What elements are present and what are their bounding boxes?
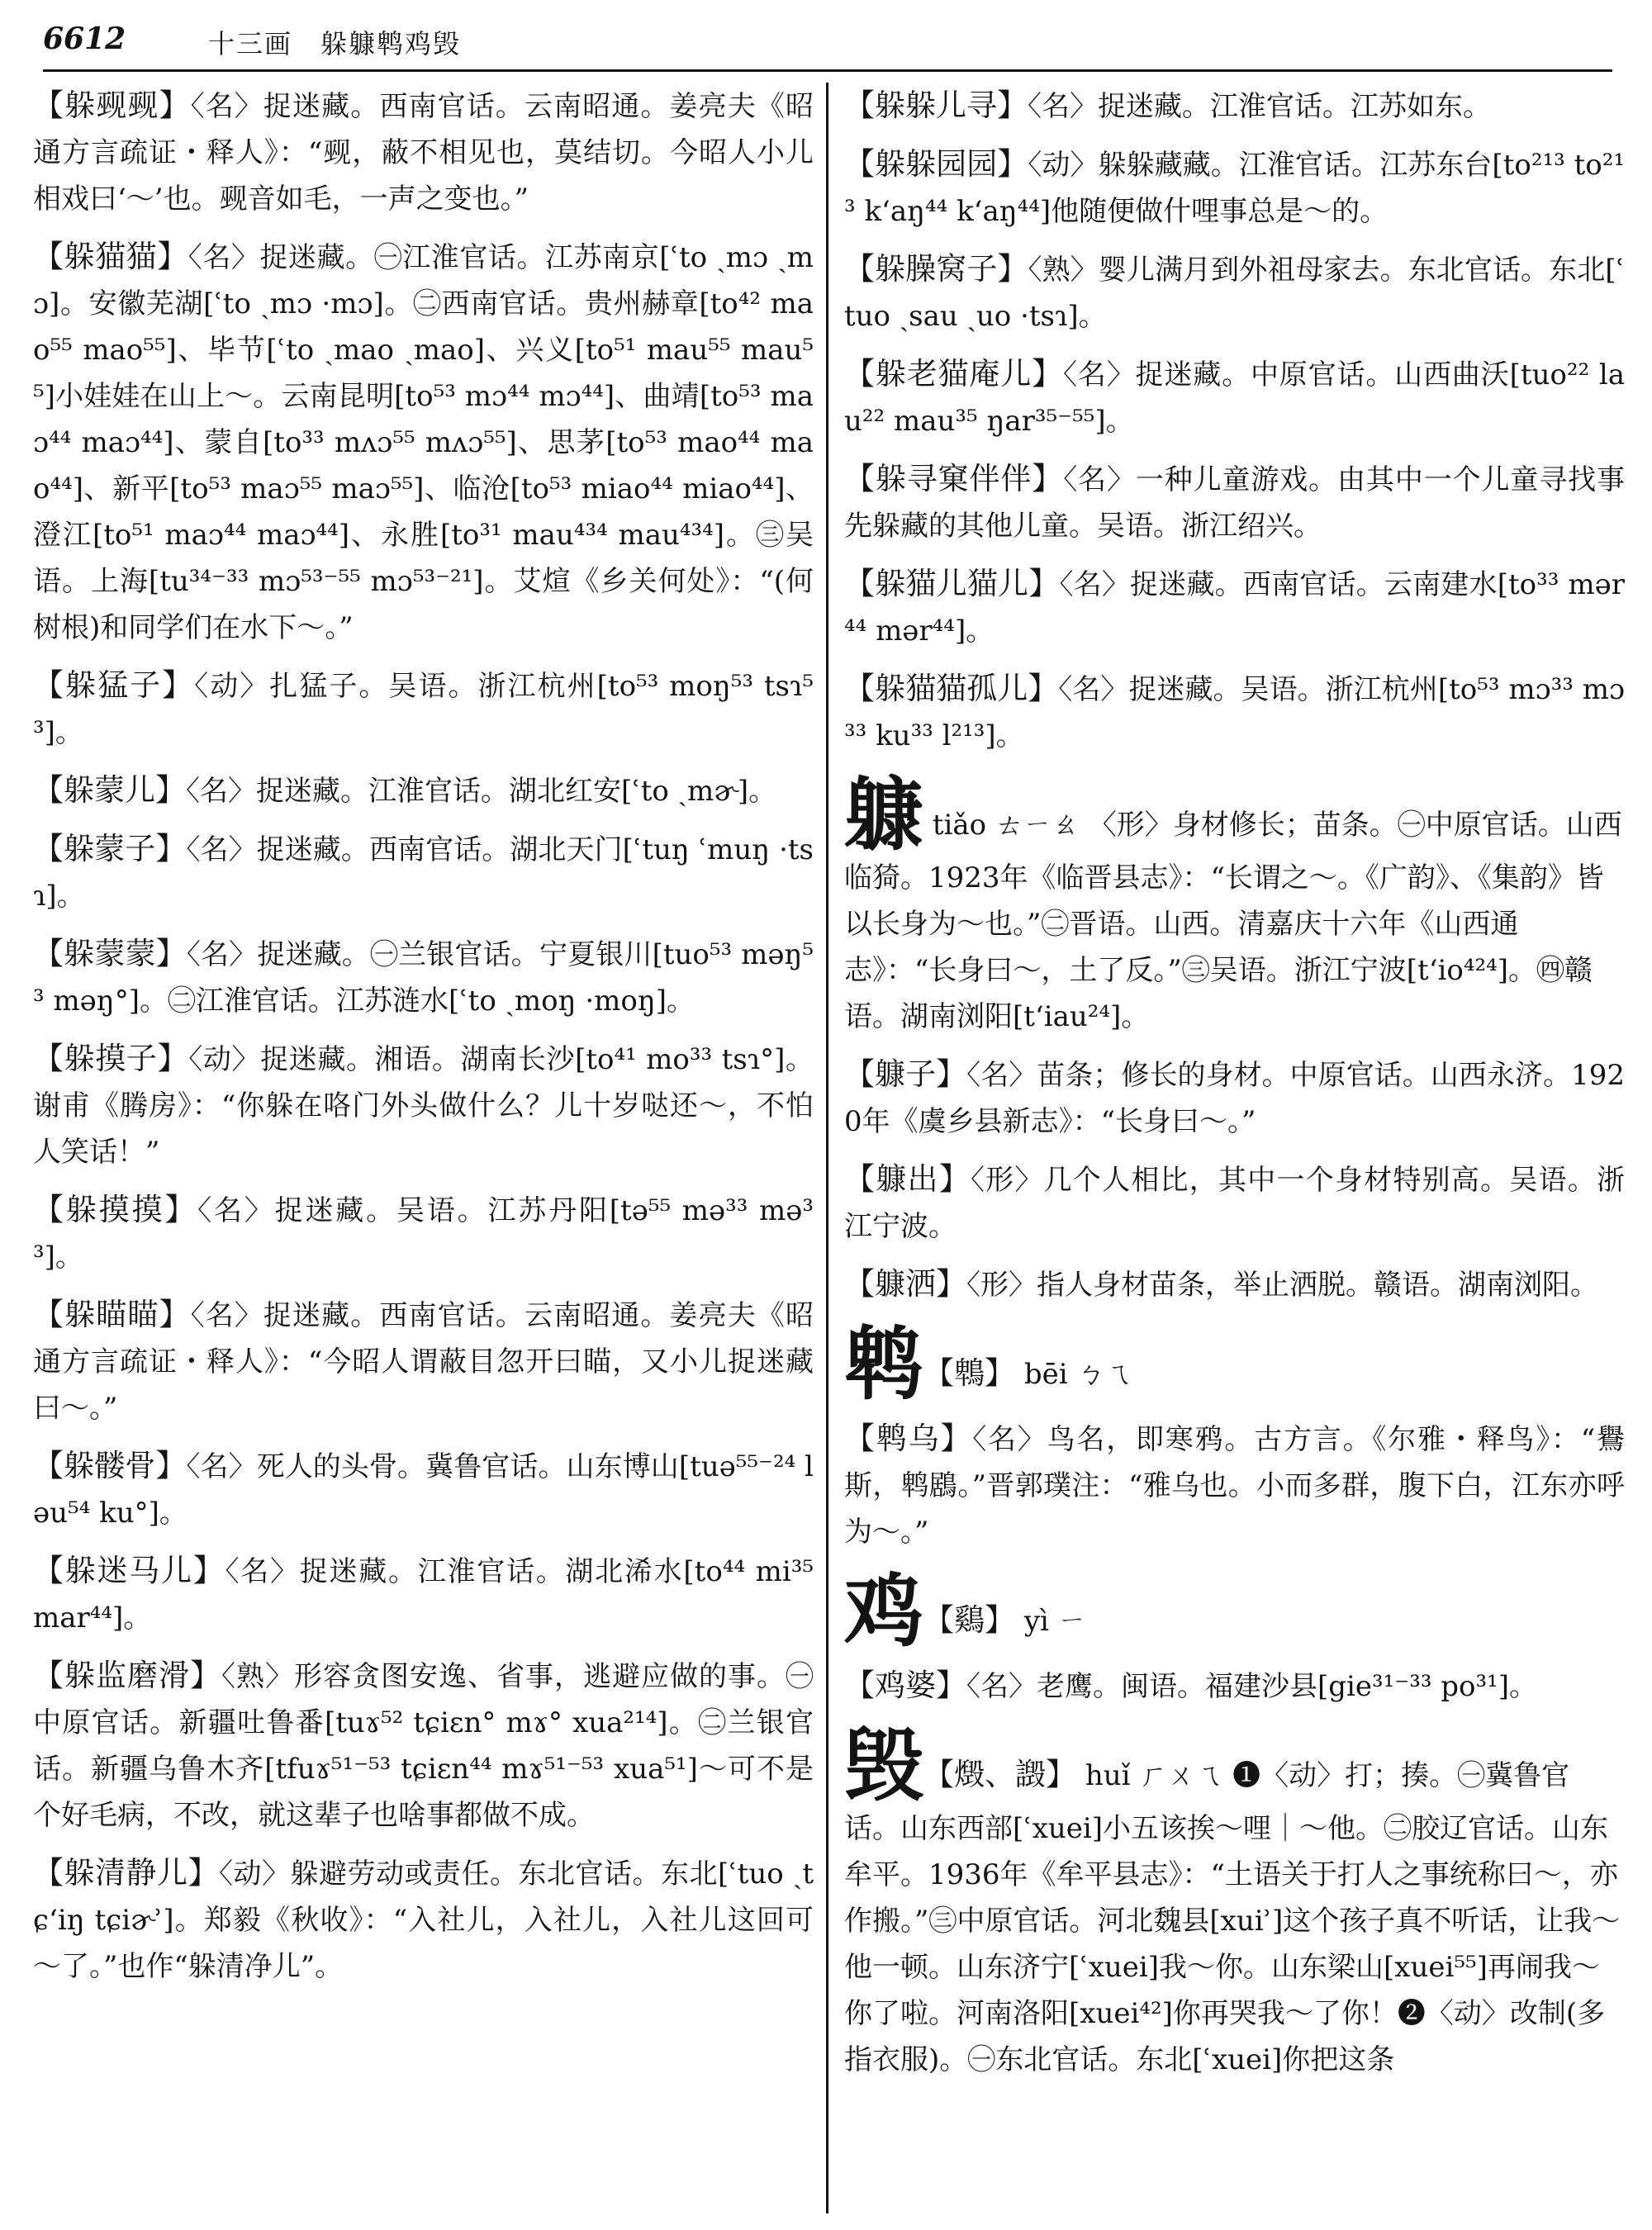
entry	[844, 666, 1625, 759]
entry	[33, 1850, 814, 1990]
entry-body: 〈形〉几个人相比，其中一个身材特别高。吴语。浙江宁波。	[844, 1164, 1626, 1243]
entry-body: 〈名〉苗条；修长的身材。中原官话。山西永济。1920年《虞乡县新志》：“长身曰～。”	[844, 1059, 1625, 1138]
variant-form: 【燬、譭】	[923, 1757, 1076, 1792]
entry-body: 〈名〉捉迷藏。㊀江淮官话。江苏南京[ʿto ˏmɔ ˏmɔ]。安徽芜湖[ʿto ˏmɔ ·mɔ]。㊁西南官话。贵州赫章[to⁴² mao⁵⁵ mao⁵⁵]、毕节[ʿto ˏmao ˏmao]、兴义[to⁵¹ mau⁵⁵ mau⁵⁵]小娃娃在山上～。云南昆明[to⁵³ mɔ⁴⁴ mɔ⁴⁴]、曲靖[to⁵³ maɔ⁴⁴ maɔ⁴⁴]、蒙自[to³³ mʌɔ⁵⁵ mʌɔ⁵⁵]、思茅[to⁵³ mao⁴⁴ mao⁴⁴]、新平[to⁵³ maɔ⁵⁵ maɔ⁵⁵]、临沧[to⁵³ miao⁴⁴ miao⁴⁴]、澄江[to⁵¹ maɔ⁴⁴ maɔ⁴⁴]、永胜[to³¹ mau⁴³⁴ mau⁴³⁴]。㊂吴语。上海[tu³⁴⁻³³ mɔ⁵³⁻⁵⁵ mɔ⁵³⁻²¹]。艾煊《乡关何处》：“(何树根)和同学们在水下～。”	[33, 241, 814, 644]
head-character: 鹎	[844, 1317, 923, 1411]
entry-body: 〈名〉捉迷藏。西南官话。云南昭通。姜亮夫《昭通方言疏证・释人》：“今昭人谓蔽目忽开曰瞄，又小儿捉迷藏曰～。”	[33, 1299, 814, 1425]
entry-headword: 【鸡婆】	[844, 1668, 966, 1703]
entry	[844, 83, 1625, 130]
entry	[844, 1051, 1625, 1145]
entry-headword: 【躲猫儿猫儿】	[844, 566, 1060, 601]
entry	[844, 141, 1625, 235]
entry-body: ❶〈动〉打；揍。㊀冀鲁官话。山东西部[ʿxuei]小五该挨～哩｜～他。㊁胶辽官话。山东牟平。1936年《牟平县志》：“土语关于打人之事统称曰～，亦作搬。”㊂中原官话。河北魏县[xuiʾ]这个孩子真不听话，让我～他一顿。山东济宁[ʿxuei]我～你。山东梁山[xuei⁵⁵]再闹我～你了啦。河南洛阳[xuei⁴²]你再哭我～了你！❷〈动〉改制(多指衣服)。㊀东北官话。东北[ʿxuei]你把这条	[844, 1759, 1621, 2076]
entry	[844, 351, 1625, 444]
entry-body: 〈名〉老鹰。闽语。福建沙县[gie³¹⁻³³ po³¹]。	[966, 1670, 1538, 1703]
entry	[844, 246, 1625, 339]
entry	[33, 234, 814, 651]
header-rule	[43, 69, 1612, 72]
entry-headword: 【躲臊窝子】	[844, 251, 1028, 287]
page-header	[43, 20, 1612, 69]
entry-headword: 【躲摸子】	[33, 1041, 189, 1076]
entry-headword: 【躿洒】	[844, 1266, 966, 1302]
entry-body: 〈名〉捉迷藏。西南官话。湖北天门[ʿtuŋ ʿmuŋ ·tsɿ]。	[33, 833, 814, 913]
entry-headword: 【躲躲园园】	[844, 146, 1028, 182]
right-column	[844, 83, 1625, 2095]
entry-body: 〈名〉捉迷藏。西南官话。云南昭通。姜亮夫《昭通方言疏证・释人》：“觋，蔽不相见也，莫结切。今昭人小儿相戏曰‘～’也。觋音如毛，一声之变也。”	[33, 90, 814, 216]
entry-headword: 【躲清静儿】	[33, 1855, 219, 1891]
entry-headword: 【鹎乌】	[844, 1421, 973, 1456]
entry-headword: 【躲摸摸】	[33, 1192, 198, 1227]
character-entry-tiao	[844, 768, 1625, 1040]
pronunciation: huǐ ㄏㄨㄟ	[1085, 1759, 1224, 1792]
character-entry-hui	[844, 1719, 1625, 2083]
entry	[33, 1653, 814, 1839]
entry	[33, 931, 814, 1024]
entry	[844, 1416, 1625, 1555]
entry-body: 〈动〉扎猛子。吴语。浙江杭州[to⁵³ moŋ⁵³ tsɿ⁵³]。	[33, 670, 814, 749]
entry	[33, 767, 814, 814]
entry-body: 〈名〉死人的头骨。冀鲁官话。山东博山[tuə⁵⁵⁻²⁴ ləu⁵⁴ ku°]。	[33, 1450, 814, 1530]
entry	[33, 1292, 814, 1431]
entry	[844, 1156, 1625, 1250]
entry	[33, 1548, 814, 1641]
head-character: 鸡	[844, 1564, 923, 1658]
entry-body: 〈名〉捉迷藏。江淮官话。江苏如东。	[1028, 90, 1491, 123]
entry	[33, 1036, 814, 1175]
entry-headword: 【躲髅骨】	[33, 1448, 187, 1483]
character-entry-bei	[844, 1317, 1625, 1411]
entry-headword: 【躲猛子】	[33, 667, 195, 703]
character-entry-yi	[844, 1564, 1625, 1658]
pronunciation: tiǎo ㄊㄧㄠ	[932, 809, 1080, 842]
entry-headword: 【躲蒙子】	[33, 831, 187, 866]
entry-headword: 【躲监磨滑】	[33, 1658, 221, 1693]
entry	[844, 561, 1625, 654]
entry-headword: 【躿子】	[844, 1056, 967, 1092]
entry	[33, 1187, 814, 1280]
entry-body: 〈形〉身材修长；苗条。㊀中原官话。山西临猗。1923年《临晋县志》：“长谓之～。《广韵》、《集韵》皆以长身为～也。”㊁晋语。山西。清嘉庆十六年《山西通志》：“长身曰～，土了反。”㊂吴语。浙江宁波[tʻio⁴²⁴]。㊃赣语。湖南浏阳[tʻiau²⁴]。	[844, 809, 1622, 1033]
left-column	[33, 83, 814, 2001]
entry-body: 〈名〉捉迷藏。江淮官话。湖北红安[ʿto ˏmɚ]。	[186, 775, 777, 808]
entry-body: 〈名〉捉迷藏。中原官话。山西曲沃[tuo²² lau²² mau³⁵ ŋar³⁵⁻⁵⁵]。	[844, 358, 1625, 438]
entry-body: 〈名〉鸟名，即寒鸦。古方言。《尔雅・释鸟》：“鸒斯，鹎鶋。”晋郭璞注：“雅乌也。小而多群，腹下白，江东亦呼为～。”	[844, 1423, 1625, 1549]
page-number: 6612	[43, 21, 126, 56]
entry	[844, 456, 1625, 549]
entry-headword: 【躲猫猫】	[33, 239, 188, 274]
head-character: 躿	[844, 768, 923, 861]
entry-headword: 【躲瞄瞄】	[33, 1297, 191, 1332]
entry-body: 〈形〉指人身材苗条，举止洒脱。赣语。湖南浏阳。	[966, 1269, 1598, 1302]
entry-body: 〈名〉捉迷藏。吴语。浙江杭州[to⁵³ mɔ³³ mɔ³³ ku³³ l²¹³]。	[844, 673, 1625, 752]
entry-body: 〈熟〉形容贪图安逸、省事，逃避应做的事。㊀中原官话。新疆吐鲁番[tuɤ⁵² tɕiɛn° mɤ° xua²¹⁴]。㊁兰银官话。新疆乌鲁木齐[tfuɤ⁵¹⁻⁵³ tɕiɛn⁴⁴ mɤ⁵¹⁻⁵³ xua⁵¹]～可不是个好毛病，不改，就这辈子也啥事都做不成。	[33, 1660, 814, 1832]
entry-body: 〈动〉捉迷藏。湘语。湖南长沙[to⁴¹ mo³³ tsɿ°]。谢甫《腾房》：“你躲在咯门外头做什么？儿十岁哒还～，不怕人笑话！”	[33, 1043, 814, 1169]
entry-headword: 【躲老猫庵儿】	[844, 356, 1063, 391]
variant-form: 【鵯】	[923, 1355, 1015, 1391]
column-divider	[826, 83, 828, 2213]
entry-body: 〈名〉捉迷藏。江淮官话。湖北浠水[to⁴⁴ mi³⁵ mar⁴⁴]。	[33, 1555, 814, 1635]
entry-headword: 【躲迷马儿】	[33, 1553, 225, 1588]
head-character: 毁	[844, 1719, 923, 1812]
entry-headword: 【躲觋觋】	[33, 88, 191, 123]
pronunciation: yì ㄧ	[1023, 1605, 1086, 1638]
entry	[33, 1443, 814, 1536]
entry-headword: 【躲蒙蒙】	[33, 936, 187, 971]
entry	[33, 826, 814, 919]
entry-headword: 【躲寻窠伴伴】	[844, 461, 1064, 496]
entry-headword: 【躲蒙儿】	[33, 772, 186, 808]
pronunciation: bēi ㄅㄟ	[1023, 1358, 1133, 1391]
entry-headword: 【躲躲儿寻】	[844, 88, 1028, 123]
entry	[33, 662, 814, 756]
variant-form: 【鷄】	[923, 1602, 1015, 1638]
entry-body: 〈动〉躲躲藏藏。江淮官话。江苏东台[to²¹³ to²¹³ kʻaŋ⁴⁴ kʻaŋ⁴⁴]他随便做什哩事总是～的。	[844, 149, 1625, 228]
entry-body: 〈名〉捉迷藏。西南官话。云南建水[to³³ mər⁴⁴ mər⁴⁴]。	[844, 568, 1626, 648]
entry-headword: 【躲猫猫孤儿】	[844, 671, 1059, 706]
entry-headword: 【躿出】	[844, 1161, 971, 1197]
entry	[844, 1663, 1625, 1710]
running-title: 十三画 躲躿鹎鸡毁	[208, 28, 462, 59]
entry-body: 〈名〉捉迷藏。吴语。江苏丹阳[tə⁵⁵ mə³³ mə³³]。	[33, 1194, 814, 1274]
entry-body: 〈动〉躲避劳动或责任。东北官话。东北[ʿtuo ˏtɕʻiŋ tɕiɚʾ]。郑毅《秋收》：“入社儿，入社儿，入社儿这回可～了。”也作“躲清净儿”。	[33, 1858, 814, 1983]
entry	[33, 83, 814, 222]
entry-body: 〈熟〉婴儿满月到外祖母家去。东北官话。东北[ʿtuo ˏsau ˏuo ·tsɿ]。	[844, 254, 1625, 333]
entry-body: 〈名〉捉迷藏。㊀兰银官话。宁夏银川[tuo⁵³ məŋ⁵³ məŋ°]。㊁江淮官话。江苏涟水[ʿto ˏmoŋ ·moŋ]。	[33, 938, 814, 1018]
entry	[844, 1261, 1625, 1308]
entry-body: 〈名〉一种儿童游戏。由其中一个儿童寻找事先躲藏的其他儿童。吴语。浙江绍兴。	[844, 463, 1626, 543]
